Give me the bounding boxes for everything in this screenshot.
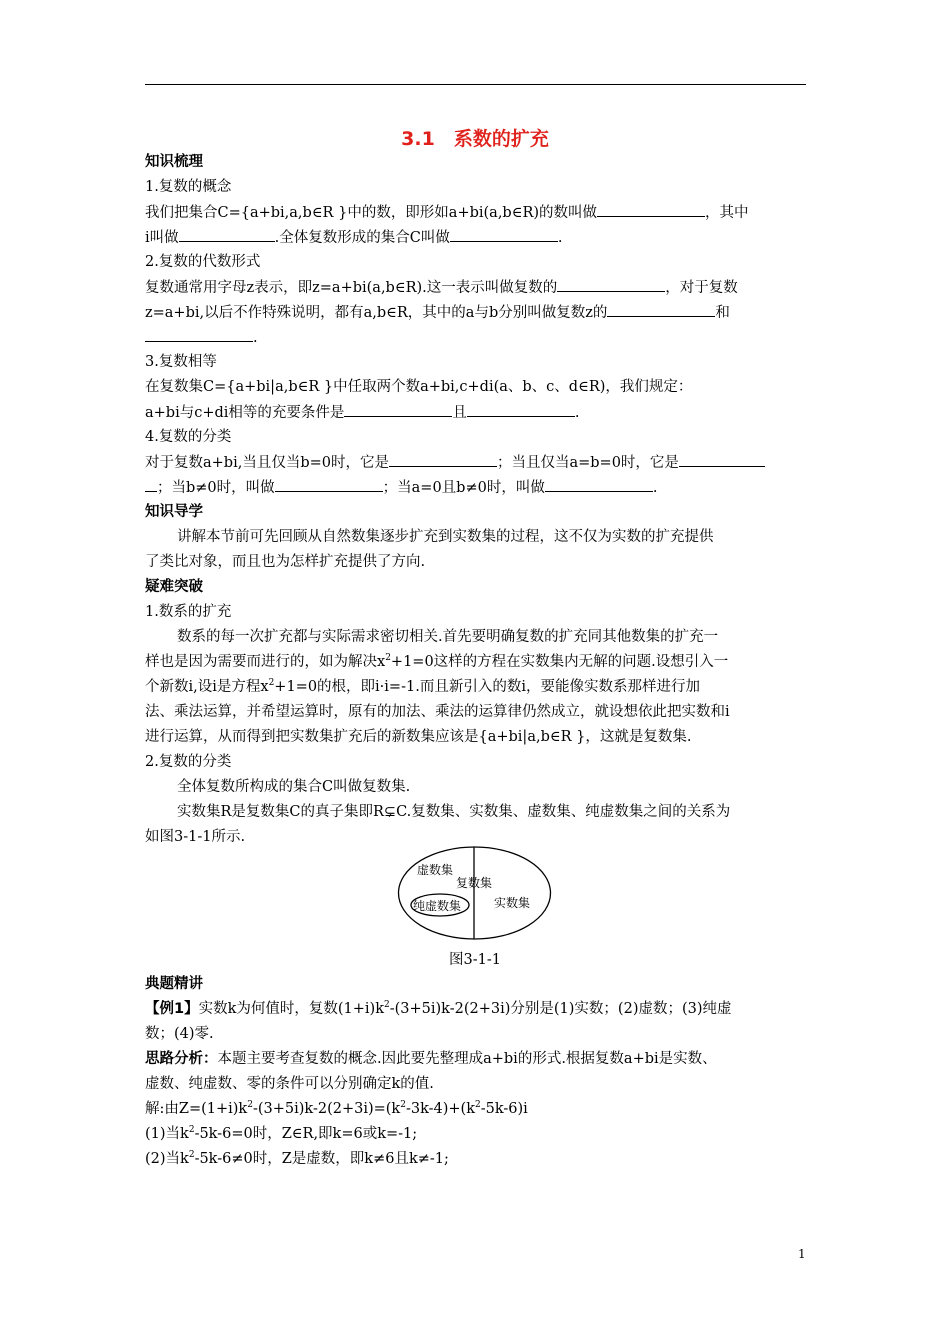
subheading-classification-2: 2.复数的分类 [145, 754, 232, 770]
complex-set-label: 复数集 [456, 876, 493, 890]
section-heading-examples: 典题精讲 [145, 976, 203, 992]
solution-line: (2)当$k^2-5k-6\ne 0$时，Z是虚数，即k≠6且k≠-1; [145, 1150, 449, 1167]
paragraph-line: 个新数i,设i是方程$x^2+1=0$的根，即i·i=-1.而且新引入的数i，要能像实数系那样进行加 [145, 678, 700, 695]
subheading-concept: 1.复数的概念 [145, 179, 232, 195]
venn-diagram [397, 845, 552, 941]
paragraph-line: 如图3-1-1所示. [145, 829, 246, 845]
fill-blank [545, 477, 653, 492]
section-heading-difficulties: 疑难突破 [145, 579, 203, 595]
figure-caption: 图3-1-1 [449, 952, 501, 968]
paragraph-line: 我们把集合C={a+bi,a,b∈R }中的数，即形如a+bi(a,b∈R)的数叫做 ，其中 [145, 202, 749, 223]
page-number: 1 [798, 1247, 806, 1261]
paragraph-line: 数；(4)零. [145, 1026, 214, 1042]
paragraph-line: z=a+bi,以后不作特殊说明，都有a,b∈R，其中的a与b分别叫做复数z的 和 [145, 302, 730, 323]
paragraph-line: ；当b≠0时，叫做 ；当a=0且b≠0时，叫做 . [145, 477, 657, 498]
header-rule [145, 84, 806, 85]
paragraph-line: 讲解本节前可先回顾从自然数集逐步扩充到实数集的过程，这不仅为实数的扩充提供 [177, 529, 714, 545]
fill-blank [679, 452, 765, 467]
paragraph-line: . [145, 327, 258, 348]
subheading-classification: 4.复数的分类 [145, 429, 232, 445]
paragraph-line: 复数通常用字母z表示，即z=a+bi(a,b∈R).这一表示叫做复数的 ，对于复数 [145, 277, 738, 298]
real-set-label: 实数集 [494, 896, 531, 910]
page-title: 3.1 系数的扩充 [401, 128, 549, 150]
paragraph-line: 样也是因为需要而进行的，如为解决$x^2+1=0$这样的方程在实数集内无解的问题.设想引入一 [145, 653, 729, 670]
paragraph-line: 【例1】实数k为何值时，复数$(1+i)k^2-(3+5i)k-2(2+3i)$分别是(1)实数；(2)虚数；(3)纯虚 [145, 1000, 732, 1017]
paragraph-line: i叫做 .全体复数形成的集合C叫做 . [145, 227, 562, 248]
fill-blank [450, 227, 558, 242]
fill-blank [145, 477, 157, 492]
subheading-algebraic-form: 2.复数的代数形式 [145, 254, 261, 270]
section-heading-guide: 知识导学 [145, 504, 203, 520]
paragraph-line: a+bi与c+di相等的充要条件是 且 . [145, 402, 580, 423]
paragraph-line: 实数集R是复数集C的真子集即R⊊C.复数集、实数集、虚数集、纯虚数集之间的关系为 [177, 804, 731, 820]
fill-blank [275, 477, 383, 492]
paragraph-line: 法、乘法运算，并希望运算时，原有的加法、乘法的运算律仍然成立，就设想依此把实数和i [145, 704, 730, 720]
imaginary-set-label: 虚数集 [417, 863, 454, 877]
fill-blank [344, 402, 452, 417]
section-heading-knowledge: 知识梳理 [145, 154, 203, 170]
subheading-number-system: 1.数系的扩充 [145, 604, 232, 620]
paragraph-line: 数系的每一次扩充都与实际需求密切相关.首先要明确复数的扩充同其他数集的扩充一 [177, 629, 719, 645]
paragraph-line: 思路分析：本题主要考查复数的概念.因此要先整理成a+bi的形式.根据复数a+bi是实数、 [145, 1051, 717, 1067]
fill-blank [179, 227, 275, 242]
paragraph-line: 对于复数a+bi,当且仅当b=0时，它是 ；当且仅当a=b=0时，它是 [145, 452, 765, 473]
paragraph-line: 全体复数所构成的集合C叫做复数集. [177, 779, 411, 795]
fill-blank [145, 327, 253, 342]
paragraph-line: 进行运算，从而得到把实数集扩充后的新数集应该是{a+bi|a,b∈R }，这就是复数集. [145, 729, 692, 745]
solution-line: (1)当$k^2-5k-6=0$时，Z∈R,即k=6或k=-1; [145, 1125, 418, 1142]
fill-blank [467, 402, 575, 417]
example-label: 【例1】 [145, 1001, 199, 1017]
analysis-label: 思路分析： [145, 1051, 218, 1067]
fill-blank [597, 202, 705, 217]
paragraph-line: 了类比对象，而且也为怎样扩充提供了方向. [145, 554, 426, 570]
paragraph-line: 在复数集C={a+bi|a,b∈R }中任取两个数a+bi,c+di(a、b、c、d∈R)，我们规定： [145, 379, 693, 395]
pure-imaginary-set-label: 纯虚数集 [413, 899, 462, 913]
fill-blank [607, 302, 715, 317]
fill-blank [389, 452, 497, 467]
paragraph-line: 虚数、纯虚数、零的条件可以分别确定k的值. [145, 1076, 434, 1092]
subheading-equality: 3.复数相等 [145, 354, 217, 370]
fill-blank [557, 277, 665, 292]
solution-line: 解:由$Z=(1+i)k^2-(3+5i)k-2(2+3i)=(k^2-3k-4)+(k^2-5k-6)i$ [145, 1100, 528, 1117]
